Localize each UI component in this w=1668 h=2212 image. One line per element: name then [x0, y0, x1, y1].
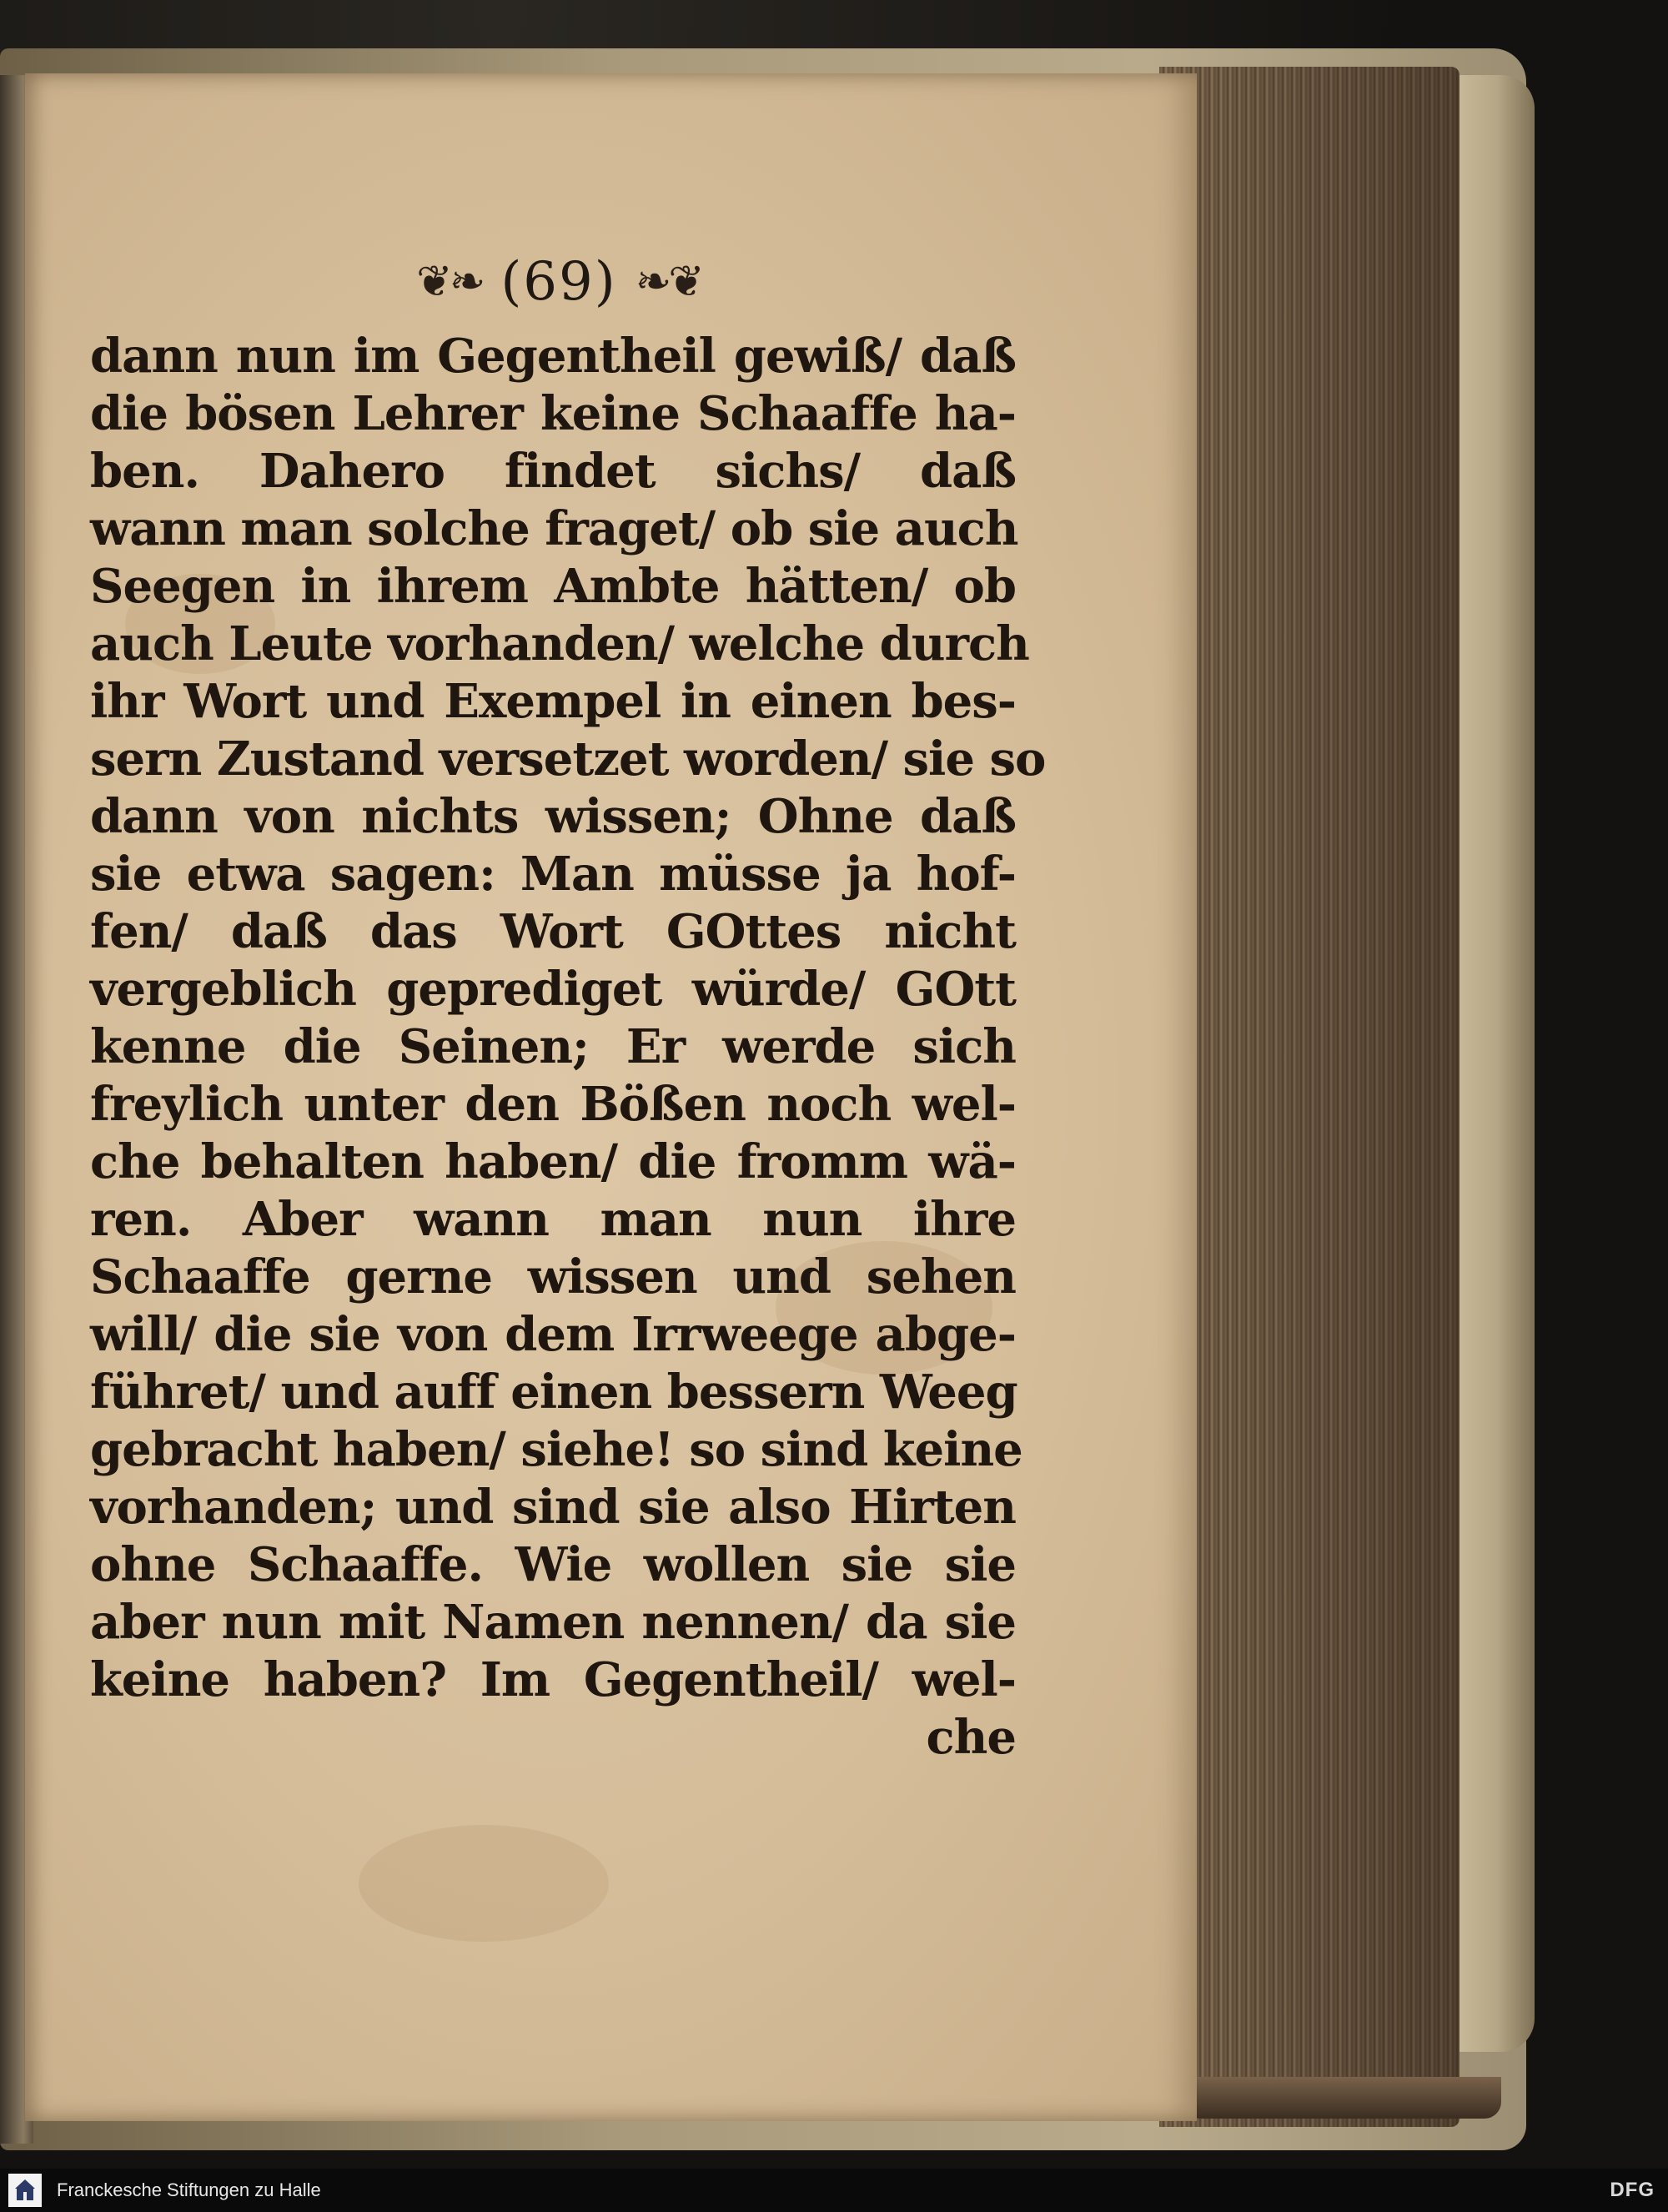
viewer-footer	[0, 2169, 1668, 2212]
text-line: ihr Wort und Exempel in einen bes-	[90, 674, 1016, 729]
text-line: aber nun mit Namen nennen/ da sie	[90, 1595, 1016, 1650]
page-number: (69)	[500, 251, 617, 313]
text-line: ohne Schaaffe. Wie wollen sie sie	[90, 1537, 1016, 1592]
text-line: wann man solche fraget/ ob sie auch	[90, 501, 1018, 556]
text-line: auch Leute vorhanden/ welche durch	[90, 616, 1029, 671]
catchword: che	[926, 1710, 1016, 1765]
institution-logo-icon	[8, 2174, 42, 2207]
text-line: che behalten haben/ die fromm wä-	[90, 1134, 1016, 1189]
ornament-left-icon: ❦❧	[416, 257, 483, 307]
text-line: dann nun im Gegentheil gewiß/ daß	[90, 329, 1016, 384]
text-line: sie etwa sagen: Man müsse ja hof-	[90, 847, 1016, 902]
text-line: ben. Dahero findet sichs/ daß	[90, 444, 1016, 499]
text-line: Schaaffe gerne wissen und sehen	[90, 1249, 1016, 1305]
text-line: vorhanden; und sind sie also Hirten	[90, 1480, 1016, 1535]
body-text	[90, 328, 1046, 1767]
text-line: dann von nichts wissen; Ohne daß	[90, 789, 1016, 844]
dfg-logo: DFG	[1610, 2179, 1655, 2201]
institution-name: Franckesche Stiftungen zu Halle	[57, 2179, 321, 2200]
text-line: führet/ und auff einen bessern Weeg	[90, 1365, 1017, 1420]
text-line: sern Zustand versetzet worden/ sie so	[90, 731, 1046, 787]
page-block-bottom	[1184, 2077, 1501, 2119]
running-head	[342, 244, 776, 319]
stain	[359, 1825, 609, 1942]
text-line: ren. Aber wann man nun ihre	[90, 1192, 1016, 1247]
text-line: die bösen Lehrer keine Schaaffe ha-	[90, 386, 1016, 441]
text-line: freylich unter den Bößen noch wel-	[90, 1077, 1016, 1132]
text-line: will/ die sie von dem Irrweege abge-	[90, 1307, 1016, 1362]
ornament-right-icon: ❧❦	[635, 257, 701, 307]
text-line: Seegen in ihrem Ambte hätten/ ob	[90, 559, 1016, 614]
text-line: kenne die Seinen; Er werde sich	[90, 1019, 1016, 1074]
text-line: gebracht haben/ siehe! so sind keine	[90, 1422, 1022, 1477]
book-page	[25, 73, 1197, 2121]
text-line: keine haben? Im Gegentheil/ wel-	[90, 1652, 1016, 1707]
page-block-shade	[1159, 67, 1460, 2127]
text-line: vergeblich geprediget würde/ GOtt	[90, 962, 1016, 1017]
text-line: fen/ daß das Wort GOttes nicht	[90, 904, 1016, 959]
